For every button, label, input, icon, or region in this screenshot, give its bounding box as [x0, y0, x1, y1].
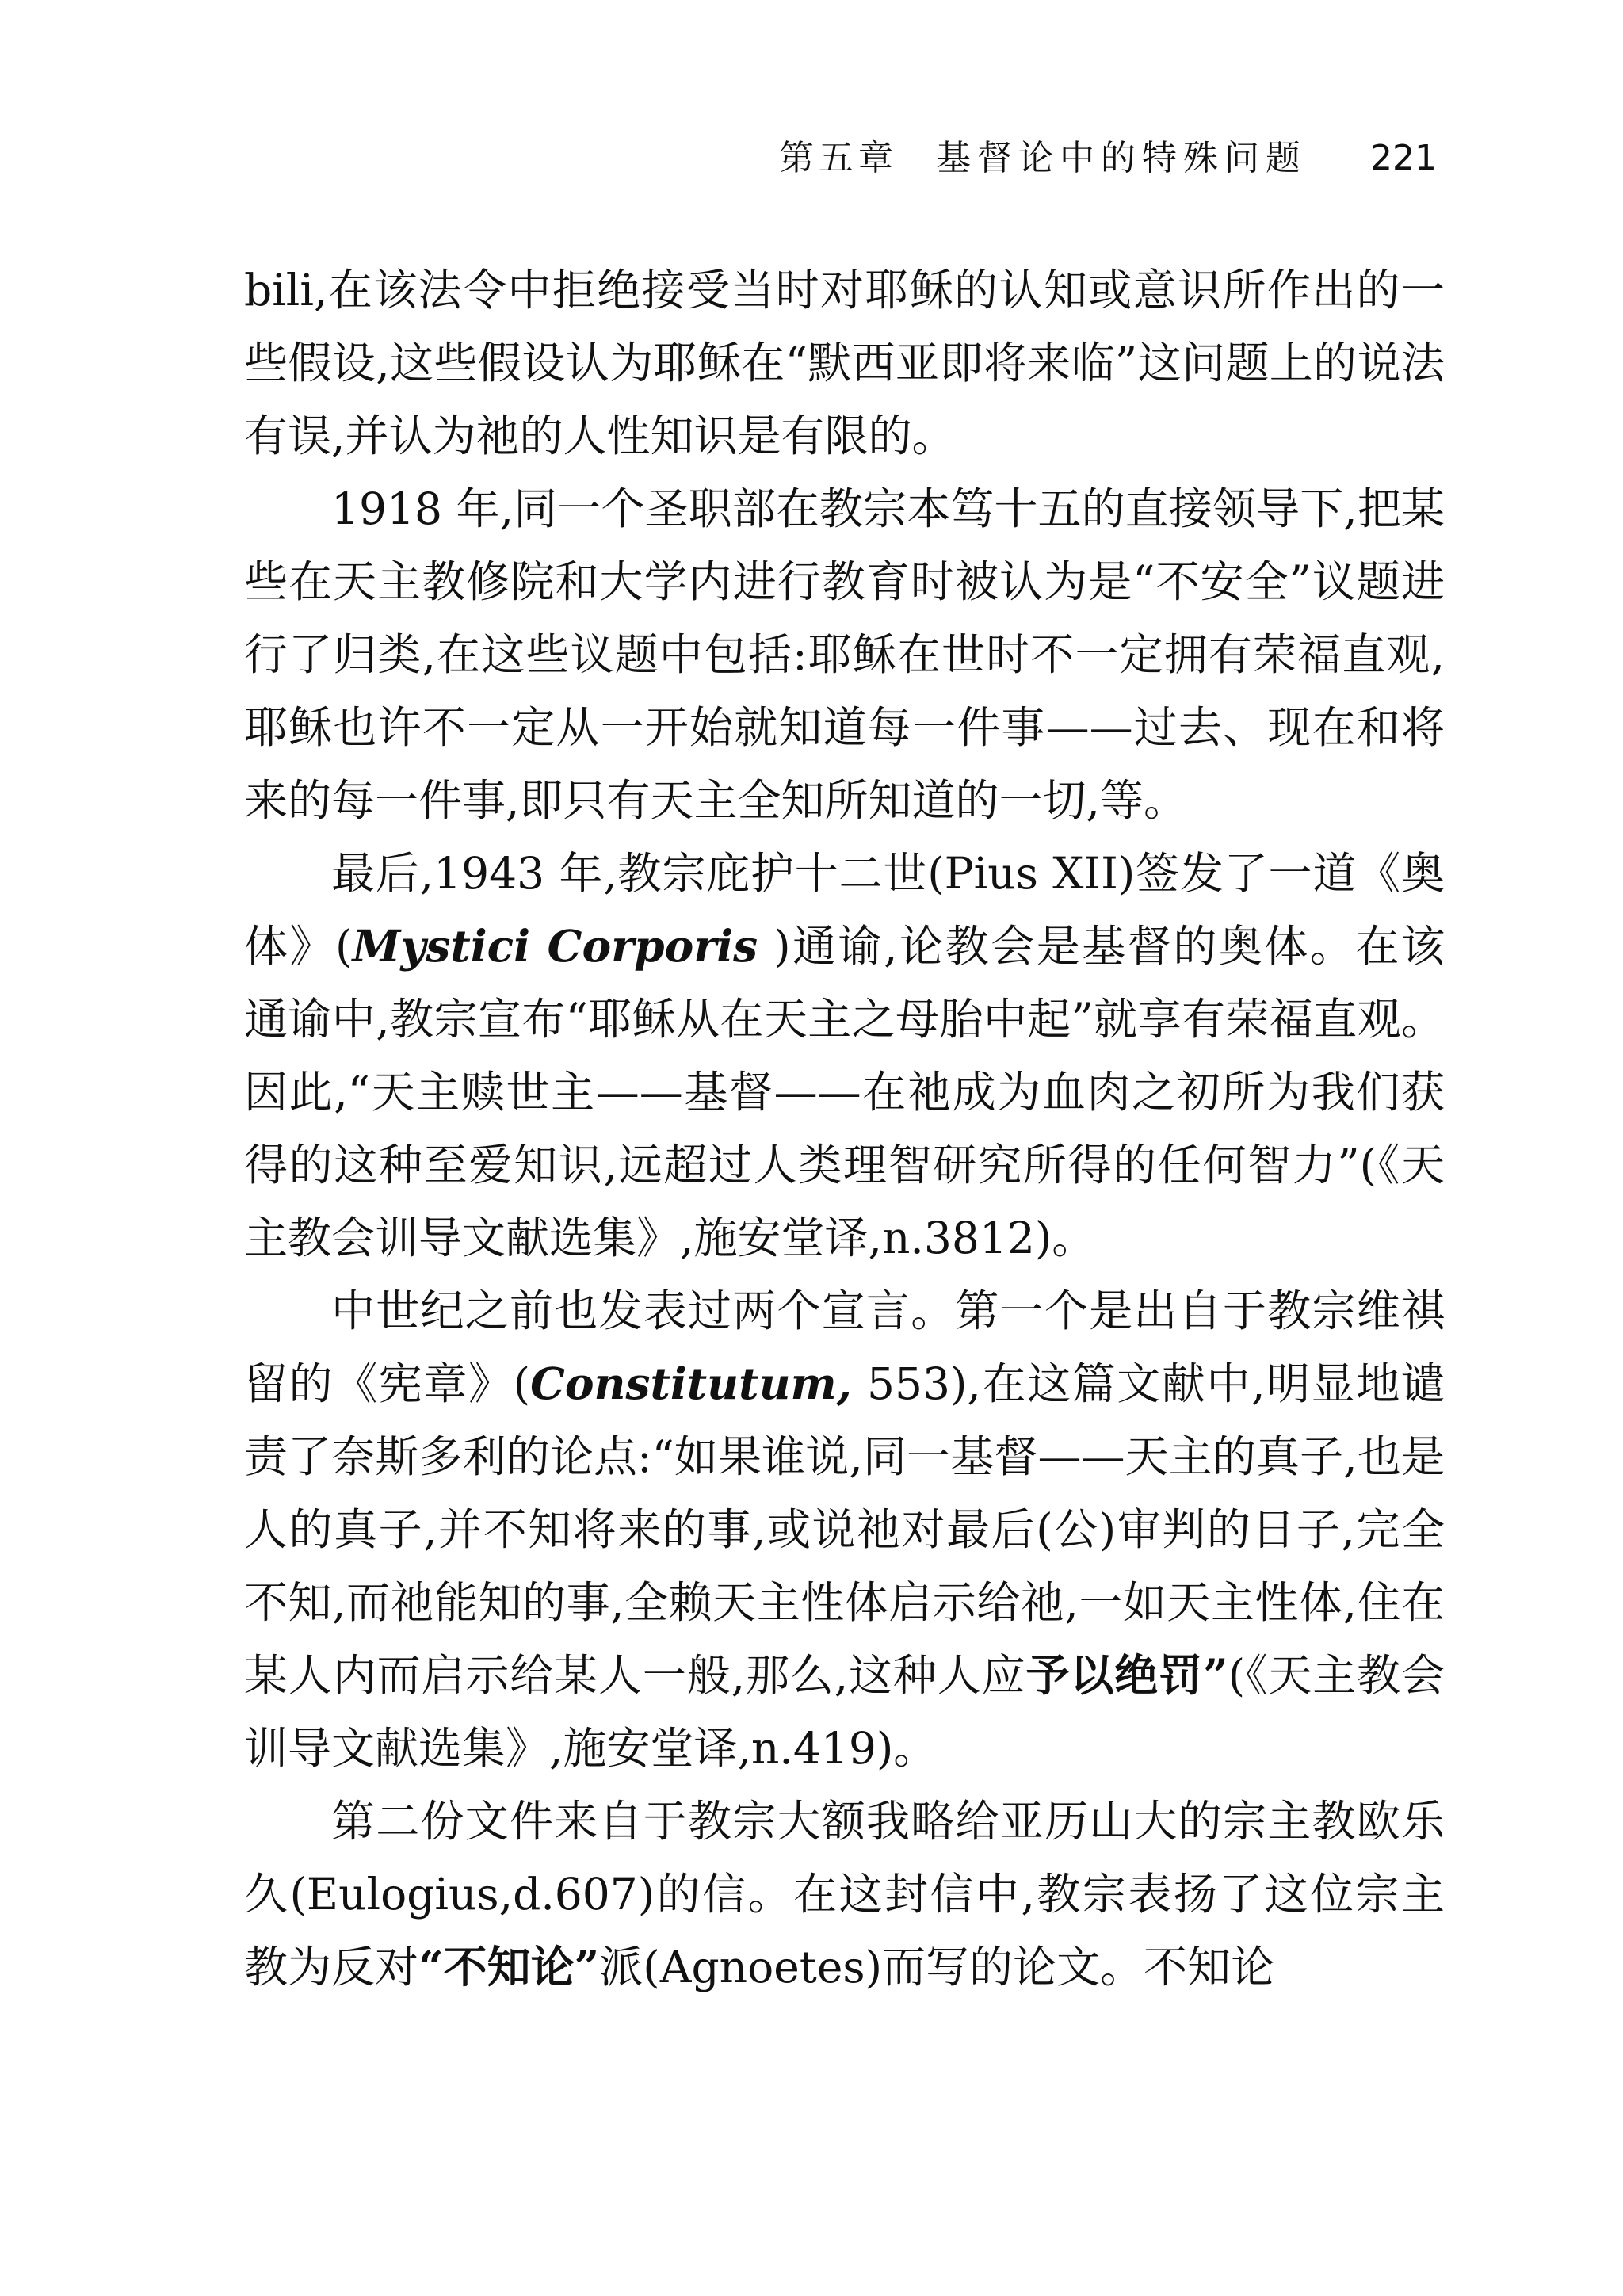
paragraph-4-part-c: 553),在这篇文献中,明显地谴责了奈斯多利的论点:“如果谁说,同一基督——天主的真子,也是人的真子,并不知将来的事,或说祂对最后(公)审判的日子,完全不知,而祂能知的事,全赖天主性体启示给祂,一如天主性体,住在某人内而启示给某人一般,那么,这种人应 [244, 1358, 1445, 1701]
paragraph-3-part-c: )通谕,论教会是基督的奥体。在该通谕中,教宗宣布“耶稣从在天主之母胎中起”就享有荣福直观。因此,“天主赎世主——基督——在祂成为血肉之初所为我们获得的这种至爱知识,远超过人类理智研究所得的任何智力”(《天主教会训导文献选集》,施安堂译,n.3812)。 [244, 921, 1445, 1263]
paragraph-4-part-e: (《天主教会训导文献选集》,施安堂译,n.419)。 [244, 1650, 1445, 1774]
latin-title-mystici-corporis: Mystici Corporis [352, 920, 758, 972]
paragraph-5-part-c: 派(Agnoetes)而写的论文。不知论 [599, 1942, 1275, 1992]
chapter-label: 第五章 [779, 138, 899, 178]
running-header [779, 138, 1437, 178]
paragraph-3 [244, 837, 1445, 1274]
bold-term-agnoetes: “不知论” [418, 1941, 600, 1992]
chapter-title: 基督论中的特殊问题 [936, 138, 1308, 178]
page-number: 221 [1370, 138, 1437, 178]
paragraph-5-part-a: 第二份文件来自于教宗大额我略给亚历山大的宗主教欧乐久(Eulogius,d.607)的信。在这封信中,教宗表扬了这位宗主教为反对 [244, 1796, 1445, 1992]
latin-title-constitutum: Constitutum, [530, 1358, 852, 1409]
paragraph-3-part-a: 最后,1943 年,教宗庇护十二世(Pius XII)签发了一道《奥体》( [244, 848, 1445, 972]
paragraph-4-part-a: 中世纪之前也发表过两个宣言。第一个是出自于教宗维祺留的《宪章》( [244, 1286, 1445, 1409]
paragraph-5 [244, 1785, 1445, 2004]
bold-phrase-anathema: 予以绝罚” [1025, 1649, 1228, 1701]
paragraph-1: bili,在该法令中拒绝接受当时对耶稣的认知或意识所作出的一些假设,这些假设认为耶稣在“默西亚即将来临”这问题上的说法有误,并认为祂的人性知识是有限的。 [244, 265, 1445, 461]
paragraph-4 [244, 1274, 1445, 1785]
body-text [244, 254, 1445, 2004]
paragraph-2: 1918 年,同一个圣职部在教宗本笃十五的直接领导下,把某些在天主教修院和大学内进行教育时被认为是“不安全”议题进行了归类,在这些议题中包括:耶稣在世时不一定拥有荣福直观,耶稣也许不一定从一开始就知道每一件事——过去、现在和将来的每一件事,即只有天主全知所知道的一切,等。 [244, 483, 1445, 826]
